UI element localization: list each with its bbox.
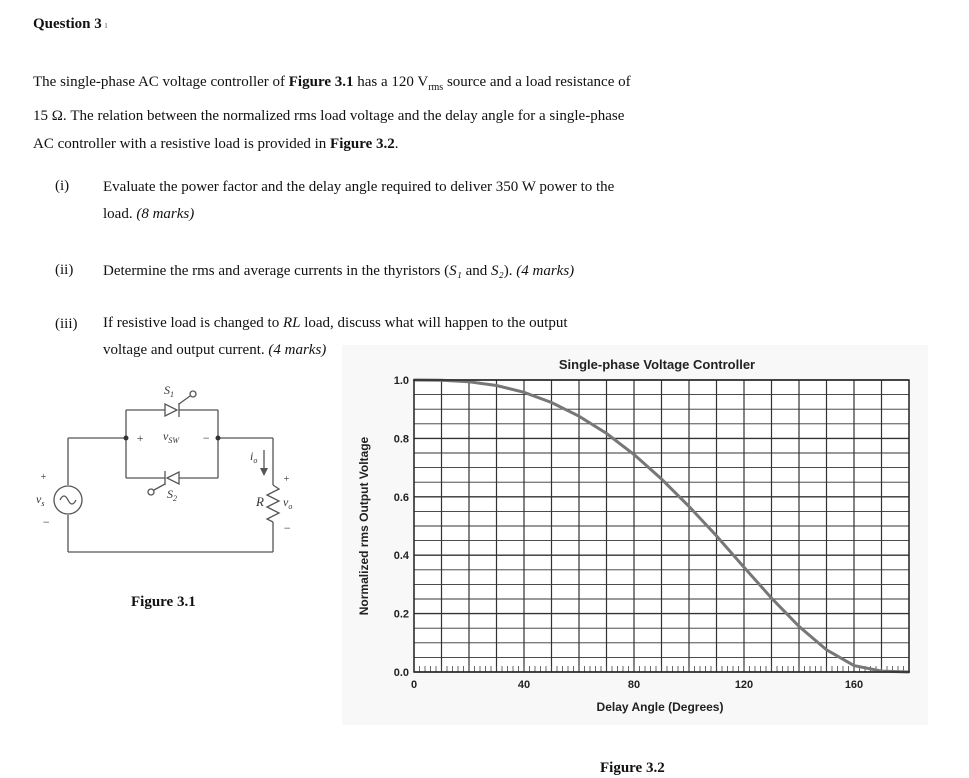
io-label: $i_o$	[250, 449, 258, 465]
chart-title: Single-phase Voltage Controller	[558, 357, 756, 372]
data-point	[688, 505, 690, 507]
part-ii-number: (ii)	[55, 262, 74, 278]
data-point	[468, 381, 470, 383]
data-point	[550, 401, 552, 403]
part-ii-text: Determine the rms and average currents in the thyristors (S₁ and S₂). (4 marks)	[103, 263, 575, 279]
vsw-label: $v_{SW}$	[163, 429, 179, 445]
circuit-diagram	[30, 370, 330, 580]
x-axis-label: Delay Angle (Degrees)	[596, 700, 724, 714]
data-point	[660, 478, 662, 480]
data-point	[578, 415, 580, 417]
thyristor-s2-icon	[165, 471, 179, 485]
data-point	[715, 535, 717, 537]
figure-3-2-caption: Figure 3.2	[600, 760, 665, 776]
chart-grid	[414, 380, 909, 672]
x-tick-label: 80	[627, 679, 641, 691]
question-title: Question 3 ı	[33, 16, 108, 32]
vo-plus: +	[283, 474, 290, 485]
x-tick-label: 0	[410, 679, 418, 691]
s2-label: $S_2$	[167, 487, 177, 503]
intro-paragraph: The single-phase AC voltage controller of Figure 3.1 has a 120 $V_{rms}$ source and a load resistance of 15 Ω. The relation between the normalized rms load voltage and the delay angle for a single-phase AC controller with a resistive load is provided in Figure 3.2.	[33, 74, 631, 152]
data-point	[523, 391, 525, 393]
x-tick-label: 160	[844, 679, 864, 691]
y-tick-label: 0.2	[393, 608, 409, 621]
y-axis-label: Normalized rms Output Voltage	[357, 436, 371, 616]
part-i-number: (i)	[55, 178, 70, 194]
s1-label: $S_1$	[164, 383, 174, 399]
vo-minus: −	[283, 521, 292, 535]
vo-label: $v_o$	[283, 495, 293, 511]
x-tick-label: 40	[517, 679, 531, 691]
data-point	[770, 597, 772, 599]
cursor-mark: ı	[104, 20, 108, 31]
figure-3-1-ref: Figure 3.1	[288, 74, 354, 90]
y-tick-label: 0.6	[393, 491, 409, 504]
y-tick-label: 0.0	[393, 667, 409, 679]
x-tick-label: 120	[734, 679, 754, 691]
vs-plus: +	[40, 472, 47, 483]
vsw-minus: −	[202, 431, 211, 445]
data-point	[495, 384, 497, 386]
data-point	[853, 664, 855, 666]
y-tick-label: 0.4	[393, 550, 409, 563]
part-iii-text: If resistive load is changed to RL load, discuss what will happen to the output voltage and output current. (4 marks)	[103, 315, 568, 358]
data-point	[743, 566, 745, 568]
part-iii-number: (iii)	[55, 316, 78, 332]
data-point	[605, 432, 607, 434]
y-tick-label: 0.8	[393, 433, 409, 446]
data-point	[798, 625, 800, 627]
figure-3-2-ref: Figure 3.2	[330, 136, 395, 152]
part-i-text: Evaluate the power factor and the delay angle required to deliver 350 W power to the load. (8 marks)	[103, 179, 615, 222]
thyristor-s1-icon	[165, 403, 179, 417]
data-point	[825, 649, 827, 651]
figure-3-1-caption: Figure 3.1	[131, 594, 196, 610]
chart-figure-3-2	[342, 345, 928, 725]
r-label: R	[256, 494, 264, 509]
vs-label: $v_s$	[36, 492, 45, 508]
vs-minus: −	[42, 515, 51, 529]
vsw-plus: +	[136, 431, 145, 445]
y-tick-label: 1.0	[393, 375, 409, 387]
current-arrow-icon	[260, 468, 268, 476]
data-point	[633, 453, 635, 455]
